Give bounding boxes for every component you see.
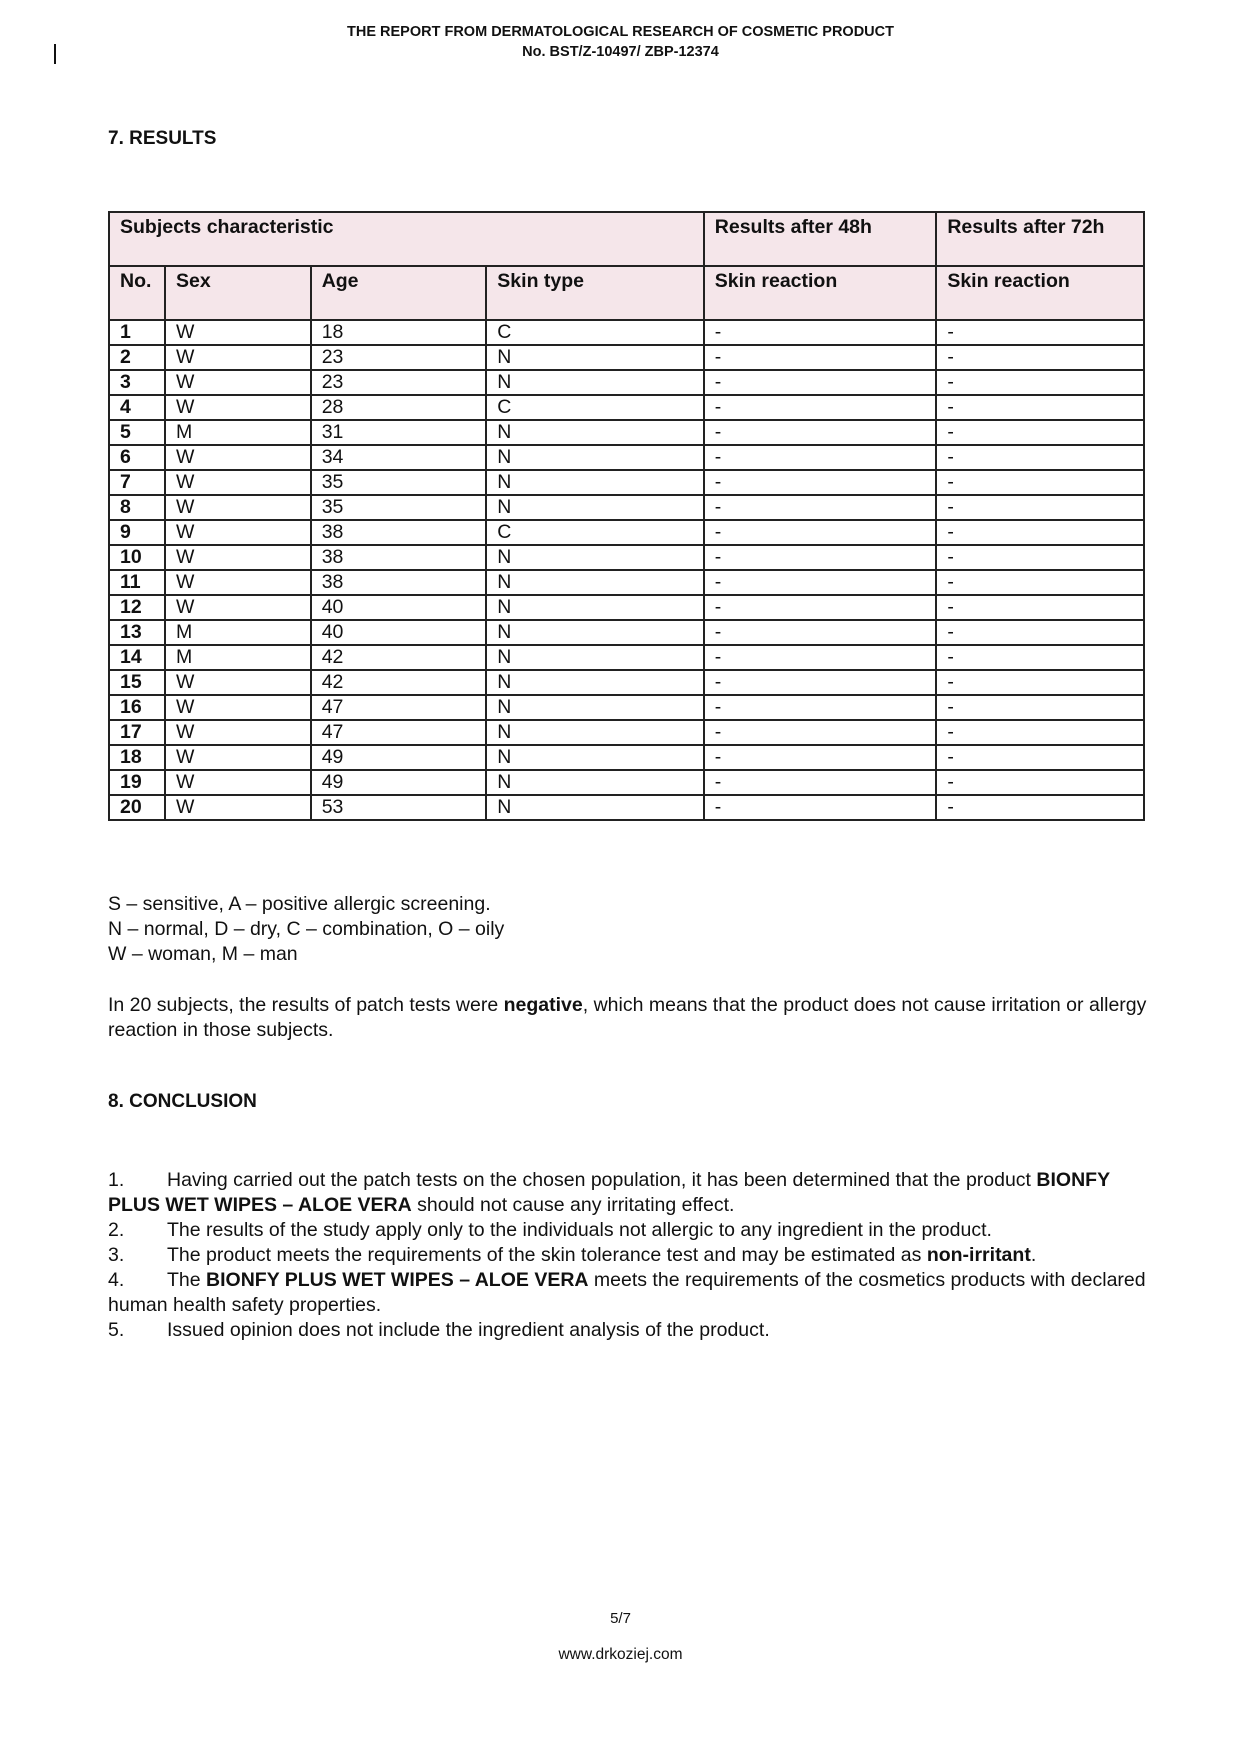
summary-text-end: , which means that the product does not cause irritation or allergy reaction in those subjects. xyxy=(108,994,1147,1041)
cell-no: 16 xyxy=(109,695,165,720)
table-row xyxy=(109,370,1144,395)
table-row xyxy=(109,520,1144,545)
report-title: THE REPORT FROM DERMATOLOGICAL RESEARCH OF COSMETIC PRODUCT xyxy=(347,24,894,40)
table-row xyxy=(109,745,1144,770)
legend-line: N – normal, D – dry, C – combination, O – oily xyxy=(108,918,505,940)
table-row xyxy=(109,320,1144,345)
text-cursor-mark xyxy=(54,44,56,64)
legend-line: S – sensitive, A – positive allergic screening. xyxy=(108,893,491,915)
cell-reaction-48h: - xyxy=(704,795,937,820)
page-number: 5/7 xyxy=(610,1610,631,1627)
cell-skin-type: N xyxy=(486,595,703,620)
cell-reaction-72h: - xyxy=(936,670,1144,695)
non-irritant-label: non-irritant xyxy=(926,1244,1031,1266)
cell-reaction-72h: - xyxy=(936,320,1144,345)
cell-reaction-48h: - xyxy=(704,670,937,695)
conclusion-item xyxy=(108,1243,1148,1268)
footer-website: www.drkoziej.com xyxy=(558,1646,683,1663)
cell-skin-type: N xyxy=(486,645,703,670)
cell-sex: W xyxy=(165,345,311,370)
cell-reaction-72h: - xyxy=(936,370,1144,395)
cell-reaction-72h: - xyxy=(936,695,1144,720)
cell-age: 42 xyxy=(311,670,487,695)
cell-sex: W xyxy=(165,570,311,595)
cell-reaction-72h: - xyxy=(936,645,1144,670)
table-row xyxy=(109,445,1144,470)
cell-age: 38 xyxy=(311,545,487,570)
results-48h-header: Results after 48h xyxy=(704,212,937,266)
table-row xyxy=(109,420,1144,445)
cell-reaction-72h: - xyxy=(936,770,1144,795)
cell-reaction-48h: - xyxy=(704,320,937,345)
cell-no: 3 xyxy=(109,370,165,395)
cell-skin-type: N xyxy=(486,370,703,395)
cell-reaction-72h: - xyxy=(936,520,1144,545)
cell-skin-type: N xyxy=(486,470,703,495)
cell-reaction-72h: - xyxy=(936,545,1144,570)
cell-sex: M xyxy=(165,620,311,645)
item-text: The product meets the requirements of the skin tolerance test and may be estimated as xyxy=(167,1244,927,1266)
item-number: 2. xyxy=(108,1219,125,1241)
item-text: Issued opinion does not include the ingredient analysis of the product. xyxy=(167,1319,770,1341)
item-text: Having carried out the patch tests on the chosen population, it has been determined that the product xyxy=(167,1169,1037,1191)
cell-reaction-48h: - xyxy=(704,620,937,645)
cell-age: 38 xyxy=(311,570,487,595)
cell-no: 18 xyxy=(109,745,165,770)
cell-skin-type: N xyxy=(486,620,703,645)
cell-sex: W xyxy=(165,370,311,395)
results-72h-header: Results after 72h xyxy=(936,212,1144,266)
results-heading: 7. RESULTS xyxy=(108,128,217,149)
cell-age: 23 xyxy=(311,370,487,395)
cell-reaction-48h: - xyxy=(704,720,937,745)
cell-reaction-72h: - xyxy=(936,795,1144,820)
cell-no: 19 xyxy=(109,770,165,795)
cell-sex: W xyxy=(165,745,311,770)
cell-no: 12 xyxy=(109,595,165,620)
cell-reaction-72h: - xyxy=(936,620,1144,645)
cell-skin-type: N xyxy=(486,570,703,595)
col-header-no: No. xyxy=(109,266,165,320)
cell-age: 18 xyxy=(311,320,487,345)
cell-reaction-48h: - xyxy=(704,470,937,495)
cell-no: 4 xyxy=(109,395,165,420)
cell-reaction-48h: - xyxy=(704,445,937,470)
cell-reaction-72h: - xyxy=(936,470,1144,495)
cell-no: 17 xyxy=(109,720,165,745)
table-row xyxy=(109,570,1144,595)
cell-no: 7 xyxy=(109,470,165,495)
cell-reaction-48h: - xyxy=(704,520,937,545)
table-row xyxy=(109,620,1144,645)
cell-reaction-72h: - xyxy=(936,720,1144,745)
cell-reaction-72h: - xyxy=(936,595,1144,620)
table-row xyxy=(109,395,1144,420)
cell-sex: W xyxy=(165,695,311,720)
cell-skin-type: N xyxy=(486,345,703,370)
item-number: 5. xyxy=(108,1319,125,1341)
table-row xyxy=(109,470,1144,495)
item-text: The xyxy=(167,1269,207,1291)
cell-age: 23 xyxy=(311,345,487,370)
cell-no: 8 xyxy=(109,495,165,520)
cell-reaction-48h: - xyxy=(704,545,937,570)
cell-skin-type: N xyxy=(486,445,703,470)
col-header-age: Age xyxy=(311,266,487,320)
cell-reaction-72h: - xyxy=(936,445,1144,470)
cell-sex: M xyxy=(165,420,311,445)
cell-sex: W xyxy=(165,545,311,570)
cell-skin-type: N xyxy=(486,795,703,820)
cell-reaction-48h: - xyxy=(704,645,937,670)
cell-skin-type: N xyxy=(486,420,703,445)
cell-reaction-72h: - xyxy=(936,570,1144,595)
cell-skin-type: C xyxy=(486,520,703,545)
cell-sex: W xyxy=(165,445,311,470)
legend-line: W – woman, M – man xyxy=(108,943,298,965)
conclusion-heading: 8. CONCLUSION xyxy=(108,1091,257,1112)
cell-age: 31 xyxy=(311,420,487,445)
cell-age: 40 xyxy=(311,595,487,620)
results-table xyxy=(108,211,1145,821)
cell-age: 35 xyxy=(311,495,487,520)
cell-reaction-48h: - xyxy=(704,420,937,445)
cell-sex: W xyxy=(165,795,311,820)
product-name: BIONFY PLUS WET WIPES – ALOE VERA xyxy=(108,1169,1110,1216)
legend xyxy=(108,892,504,967)
col-header-skin-reaction-48h: Skin reaction xyxy=(704,266,937,320)
conclusion-item xyxy=(108,1218,1148,1243)
cell-age: 38 xyxy=(311,520,487,545)
cell-no: 14 xyxy=(109,645,165,670)
conclusion-list xyxy=(108,1168,1148,1343)
cell-no: 20 xyxy=(109,795,165,820)
col-header-skin-reaction-72h: Skin reaction xyxy=(936,266,1144,320)
cell-age: 42 xyxy=(311,645,487,670)
table-row xyxy=(109,720,1144,745)
product-name: BIONFY PLUS WET WIPES – ALOE VERA xyxy=(206,1269,589,1291)
cell-skin-type: N xyxy=(486,770,703,795)
summary-text: In 20 subjects, the results of patch tests were xyxy=(108,994,504,1016)
cell-skin-type: N xyxy=(486,495,703,520)
cell-age: 35 xyxy=(311,470,487,495)
cell-no: 5 xyxy=(109,420,165,445)
cell-no: 1 xyxy=(109,320,165,345)
cell-no: 2 xyxy=(109,345,165,370)
table-row xyxy=(109,670,1144,695)
cell-reaction-72h: - xyxy=(936,395,1144,420)
table-row xyxy=(109,645,1144,670)
cell-reaction-72h: - xyxy=(936,495,1144,520)
cell-no: 15 xyxy=(109,670,165,695)
conclusion-item xyxy=(108,1318,1148,1343)
cell-reaction-48h: - xyxy=(704,370,937,395)
cell-reaction-48h: - xyxy=(704,595,937,620)
item-number: 1. xyxy=(108,1169,125,1191)
cell-age: 49 xyxy=(311,770,487,795)
cell-reaction-48h: - xyxy=(704,495,937,520)
table-row xyxy=(109,595,1144,620)
item-text: The results of the study apply only to the individuals not allergic to any ingredient in the product. xyxy=(167,1219,992,1241)
item-number: 4. xyxy=(108,1269,125,1291)
cell-no: 11 xyxy=(109,570,165,595)
item-text-end: . xyxy=(1030,1244,1037,1266)
item-number: 3. xyxy=(108,1244,125,1266)
cell-sex: W xyxy=(165,595,311,620)
group-header-row xyxy=(109,212,1144,266)
cell-reaction-72h: - xyxy=(936,745,1144,770)
cell-sex: W xyxy=(165,520,311,545)
cell-reaction-72h: - xyxy=(936,345,1144,370)
cell-age: 40 xyxy=(311,620,487,645)
cell-age: 53 xyxy=(311,795,487,820)
report-header xyxy=(0,22,1241,62)
cell-reaction-48h: - xyxy=(704,770,937,795)
cell-skin-type: N xyxy=(486,545,703,570)
cell-sex: W xyxy=(165,720,311,745)
cell-age: 47 xyxy=(311,720,487,745)
cell-reaction-72h: - xyxy=(936,420,1144,445)
column-header-row xyxy=(109,266,1144,320)
table-row xyxy=(109,795,1144,820)
cell-sex: W xyxy=(165,495,311,520)
cell-sex: W xyxy=(165,670,311,695)
cell-sex: W xyxy=(165,470,311,495)
cell-reaction-48h: - xyxy=(704,395,937,420)
conclusion-item xyxy=(108,1268,1148,1318)
table-row xyxy=(109,345,1144,370)
subjects-characteristic-header: Subjects characteristic xyxy=(109,212,704,266)
cell-sex: W xyxy=(165,395,311,420)
cell-skin-type: N xyxy=(486,695,703,720)
cell-age: 34 xyxy=(311,445,487,470)
cell-no: 9 xyxy=(109,520,165,545)
results-summary xyxy=(108,993,1148,1043)
item-text-end: meets the requirements of the cosmetics products with declared human health safety properties. xyxy=(108,1269,1146,1316)
cell-reaction-48h: - xyxy=(704,345,937,370)
cell-age: 47 xyxy=(311,695,487,720)
cell-sex: W xyxy=(165,770,311,795)
cell-skin-type: N xyxy=(486,670,703,695)
cell-sex: M xyxy=(165,645,311,670)
cell-no: 6 xyxy=(109,445,165,470)
col-header-skin-type: Skin type xyxy=(486,266,703,320)
item-text-end: should not cause any irritating effect. xyxy=(411,1194,735,1216)
cell-reaction-48h: - xyxy=(704,570,937,595)
cell-sex: W xyxy=(165,320,311,345)
cell-skin-type: C xyxy=(486,395,703,420)
table-row xyxy=(109,770,1144,795)
table-row xyxy=(109,545,1144,570)
cell-no: 13 xyxy=(109,620,165,645)
cell-skin-type: N xyxy=(486,720,703,745)
cell-reaction-48h: - xyxy=(704,745,937,770)
conclusion-item xyxy=(108,1168,1148,1218)
table-row xyxy=(109,495,1144,520)
cell-reaction-48h: - xyxy=(704,695,937,720)
cell-skin-type: C xyxy=(486,320,703,345)
col-header-sex: Sex xyxy=(165,266,311,320)
cell-no: 10 xyxy=(109,545,165,570)
cell-skin-type: N xyxy=(486,745,703,770)
cell-age: 49 xyxy=(311,745,487,770)
summary-negative: negative xyxy=(503,994,583,1016)
report-number: No. BST/Z-10497/ ZBP-12374 xyxy=(522,44,719,60)
cell-age: 28 xyxy=(311,395,487,420)
table-row xyxy=(109,695,1144,720)
